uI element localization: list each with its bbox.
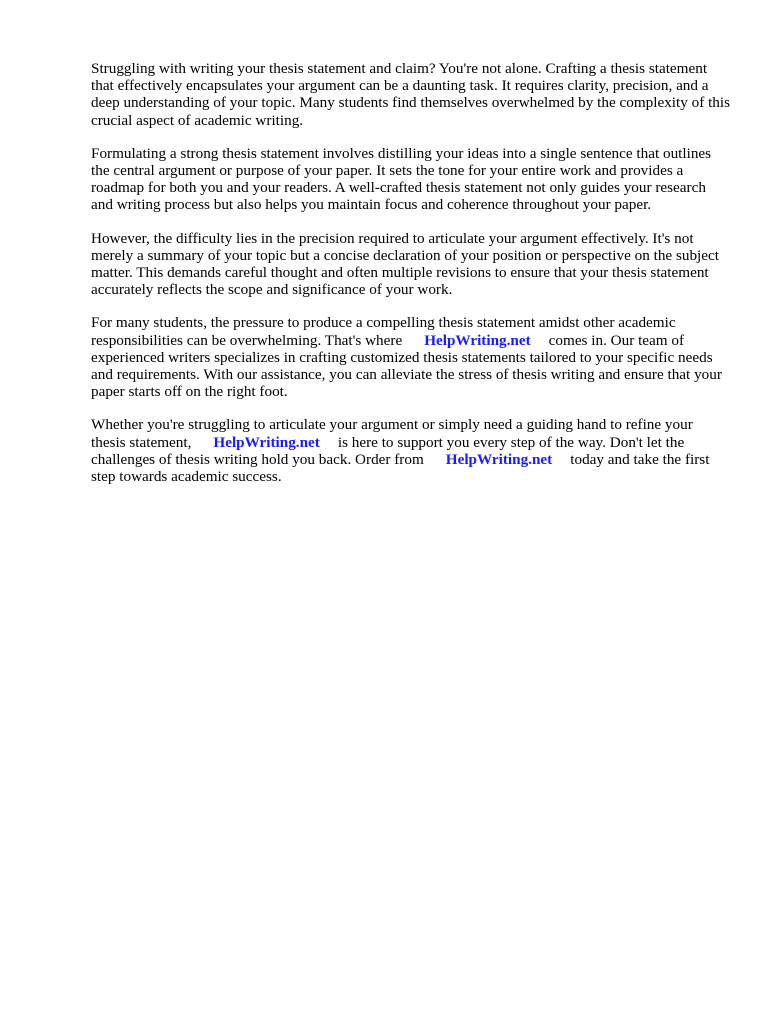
paragraph-5-text-middle: is here to support you every step of the way. Don't let the challenges of thesis writing hold you back. Order from — [91, 433, 685, 468]
paragraph-4 — [91, 314, 731, 400]
paragraph-5-text-after: today and take the first step towards academic success. — [91, 450, 710, 486]
paragraph-5-text-before: Whether you're struggling to articulate your argument or simply need a guiding hand to refine your thesis statement, — [91, 416, 693, 451]
paragraph-3: However, the difficulty lies in the precision required to articulate your argument effectively. It's not merely a summary of your topic but a concise declaration of your position or perspective on the subject matter. This demands careful thought and often multiple revisions to ensure that your thesis statement accurately reflects the scope and significance of your work. — [91, 229, 719, 299]
paragraph-5 — [91, 416, 731, 485]
helpwriting-link[interactable]: HelpWriting.net — [424, 331, 531, 349]
paragraph-2: Formulating a strong thesis statement involves distilling your ideas into a single sentence that outlines the central argument or purpose of your paper. It sets the tone for your entire work and provides a roadmap for both you and your readers. A well-crafted thesis statement not only guides your research and writing process but also helps you maintain focus and coherence throughout your paper. — [91, 144, 712, 214]
helpwriting-link[interactable]: HelpWriting.net — [213, 433, 320, 451]
paragraph-4-text-before: For many students, the pressure to produce a compelling thesis statement amidst other academic responsibilities can be overwhelming. That's where — [91, 314, 676, 349]
helpwriting-link[interactable]: HelpWriting.net — [445, 450, 553, 468]
paragraph-4-text-after: comes in. Our team of experienced writers specializes in crafting customized thesis statements tailored to your specific needs and requirements. With our assistance, you can alleviate the stress of thesis writing and ensure that your paper starts off on the right foot. — [91, 331, 722, 401]
paragraph-1: Struggling with writing your thesis statement and claim? You're not alone. Crafting a thesis statement that effectively encapsulates your argument can be a daunting task. It requires clarity, precision, and a deep understanding of your topic. Many students find themselves overwhelmed by the complexity of this crucial aspect of academic writing. — [91, 60, 731, 129]
document-page — [91, 60, 731, 501]
